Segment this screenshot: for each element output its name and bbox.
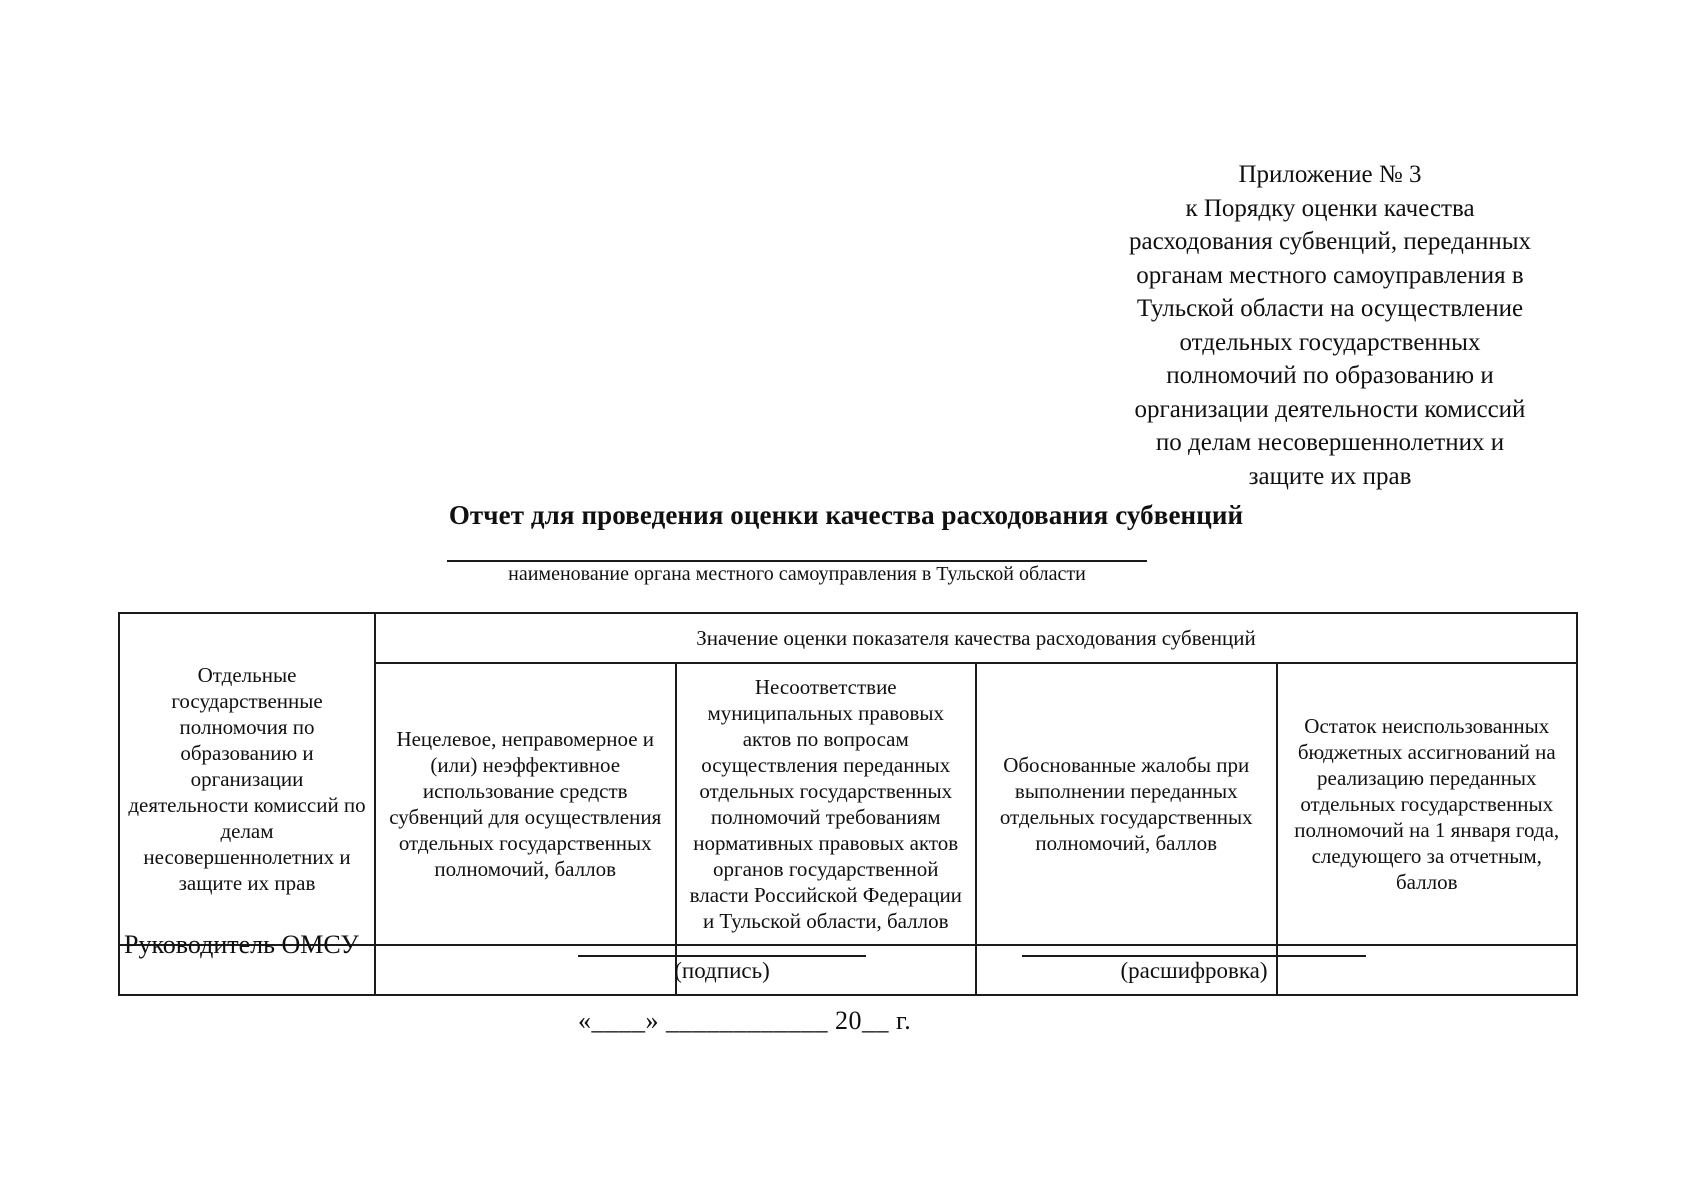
org-name-rule — [447, 560, 1147, 562]
signature-caption: (подпись) — [674, 958, 770, 983]
date-line[interactable]: «____» ____________ 20__ г. — [578, 1006, 912, 1035]
table-header-subject: Отдельные государственные полномочия по образованию и организации деятельности комиссий по делам несовершеннолетних и защите их прав — [119, 613, 375, 945]
appendix-line-2: к Порядку оценки качества — [1185, 194, 1475, 222]
transcript-caption: (расшифровка) — [1120, 958, 1268, 983]
appendix-line-5: Тульской области на осуществление — [1136, 295, 1524, 322]
appendix-line-8: организации деятельности комиссий — [1134, 395, 1526, 423]
signature-line[interactable] — [578, 955, 866, 957]
appendix-line-10: защите их прав — [1248, 462, 1412, 490]
table-header-misuse: Нецелевое, неправомерное и (или) неэффективное использование средств субвенций для осуществления отдельных государственных полномочий, баллов — [375, 663, 676, 945]
appendix-line-7: полномочий по образованию и — [1166, 362, 1494, 389]
table-header-noncompliance: Несоответствие муниципальных правовых актов по вопросам осуществления переданных отдельных государственных полномочий требованиям нормативных правовых актов органов государственной власти Российской Федерации и Тульской области, баллов — [676, 663, 977, 945]
table-header-remainder: Остаток неиспользованных бюджетных ассигнований на реализацию переданных отдельных государственных полномочий на 1 января года, следующего за отчетным, баллов — [1277, 663, 1578, 945]
table-header-complaints: Обоснованные жалобы при выполнении переданных отдельных государственных полномочий, баллов — [976, 663, 1277, 945]
transcript-line[interactable] — [1022, 955, 1366, 957]
table-header-row-1 — [119, 613, 1577, 663]
appendix-line-6: отдельных государственных — [1179, 328, 1481, 356]
page-title: Отчет для проведения оценки качества расходования субвенций — [448, 500, 1244, 530]
appendix-line-4: органам местного самоуправления в — [1136, 261, 1524, 289]
appendix-line-9: по делам несовершеннолетних и — [1155, 429, 1505, 456]
org-name-caption: наименование органа местного самоуправления в Тульской области — [508, 563, 1086, 585]
signature-role-label: Руководитель ОМСУ — [124, 930, 359, 959]
appendix-line-1: Приложение № 3 — [1238, 161, 1422, 188]
appendix-line-3: расходования субвенций, переданных — [1128, 228, 1532, 255]
appendix-reference — [1080, 158, 1580, 493]
table-group-header: Значение оценки показателя качества расходования субвенций — [375, 613, 1577, 663]
